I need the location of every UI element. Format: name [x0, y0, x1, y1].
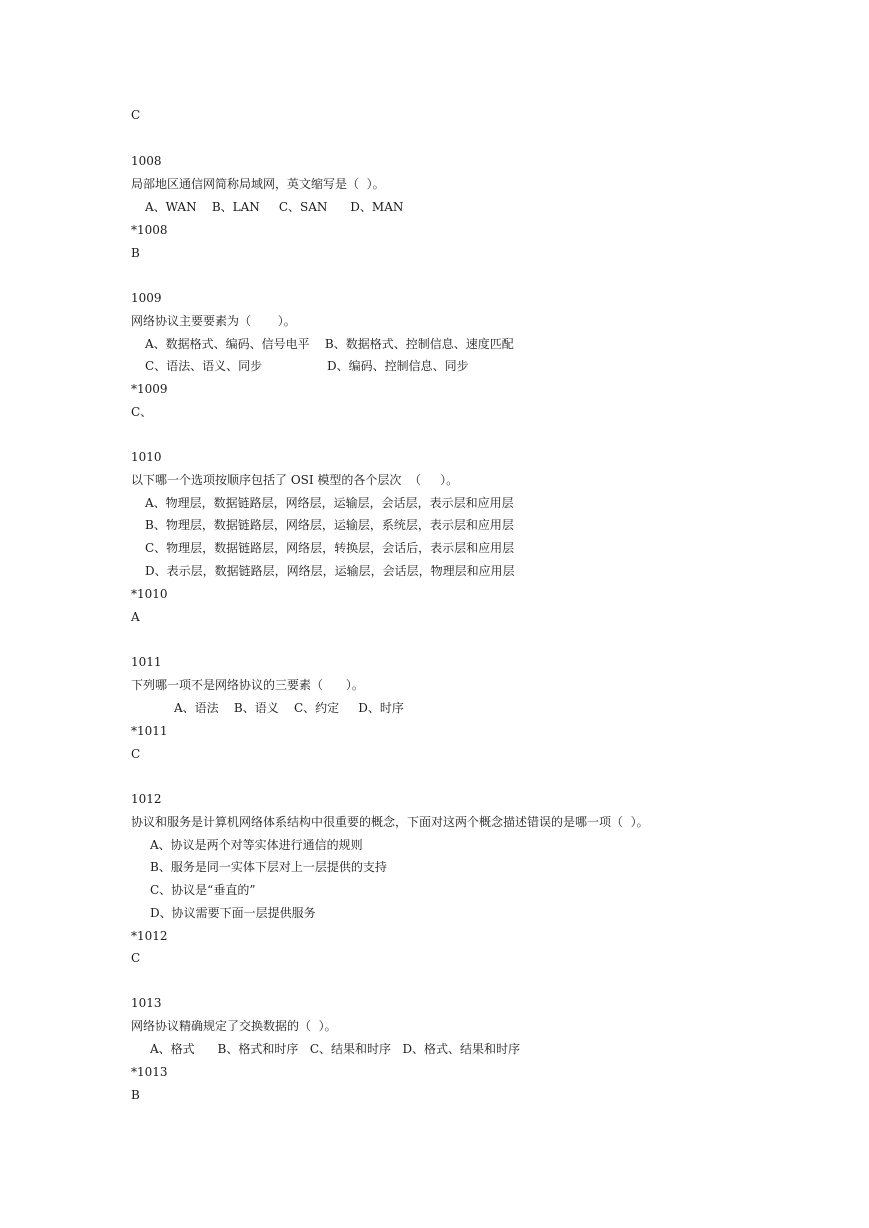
answer-text: B — [131, 246, 140, 260]
question-options: A、数据格式、编码、信号电平 B、数据格式、控制信息、速度匹配 — [145, 337, 514, 351]
question-option: D、协议需要下面一层提供服务 — [150, 906, 316, 920]
answer-id: *1008 — [131, 223, 168, 237]
question-option: C、物理层，数据链路层，网络层，转换层，会话后，表示层和应用层 — [145, 541, 515, 555]
question-options: A、WAN B、LAN C、SAN D、MAN — [145, 200, 404, 214]
answer-text: C、 — [131, 405, 153, 419]
question-number: 1010 — [131, 450, 162, 464]
answer-id: *1013 — [131, 1065, 168, 1079]
question-stem: 局部地区通信网简称局域网，英文缩写是（ ）。 — [131, 177, 385, 191]
question-options: C、语法、语义、同步 D、编码、控制信息、同步 — [145, 359, 469, 373]
answer-text: C — [131, 108, 141, 122]
question-stem: 网络协议精确规定了交换数据的（ ）。 — [131, 1019, 337, 1033]
answer-id: *1009 — [131, 382, 168, 396]
question-stem: 网络协议主要要素为（ ）。 — [131, 314, 296, 328]
question-option: B、服务是同一实体下层对上一层提供的支持 — [150, 860, 387, 874]
answer-text: C — [131, 951, 141, 965]
question-number: 1011 — [131, 655, 162, 669]
question-stem: 以下哪一个选项按顺序包括了 OSI 模型的各个层次 （ ）。 — [131, 473, 459, 487]
answer-id: *1010 — [131, 587, 168, 601]
question-option: A、物理层，数据链路层，网络层，运输层，会话层，表示层和应用层 — [145, 496, 514, 510]
question-number: 1008 — [131, 154, 162, 168]
question-number: 1013 — [131, 996, 162, 1010]
question-option: B、物理层，数据链路层，网络层，运输层，系统层，表示层和应用层 — [145, 518, 514, 532]
question-stem: 协议和服务是计算机网络体系结构中很重要的概念，下面对这两个概念描述错误的是哪一项（ ）。 — [131, 815, 649, 829]
question-options: A、语法 B、语义 C、约定 D、时序 — [174, 701, 404, 715]
answer-id: *1012 — [131, 929, 168, 943]
answer-id: *1011 — [131, 724, 168, 738]
question-number: 1009 — [131, 291, 162, 305]
question-number: 1012 — [131, 792, 162, 806]
question-options: A、格式 B、格式和时序 C、结果和时序 D、格式、结果和时序 — [150, 1042, 521, 1056]
question-option: D、表示层，数据链路层，网络层，运输层，会话层，物理层和应用层 — [145, 564, 515, 578]
answer-text: A — [131, 610, 140, 624]
question-option: C、协议是“垂直的” — [150, 883, 256, 897]
answer-text: B — [131, 1088, 140, 1102]
question-stem: 下列哪一项不是网络协议的三要素（ ）。 — [131, 678, 364, 692]
answer-text: C — [131, 747, 141, 761]
question-option: A、协议是两个对等实体进行通信的规则 — [150, 838, 363, 852]
